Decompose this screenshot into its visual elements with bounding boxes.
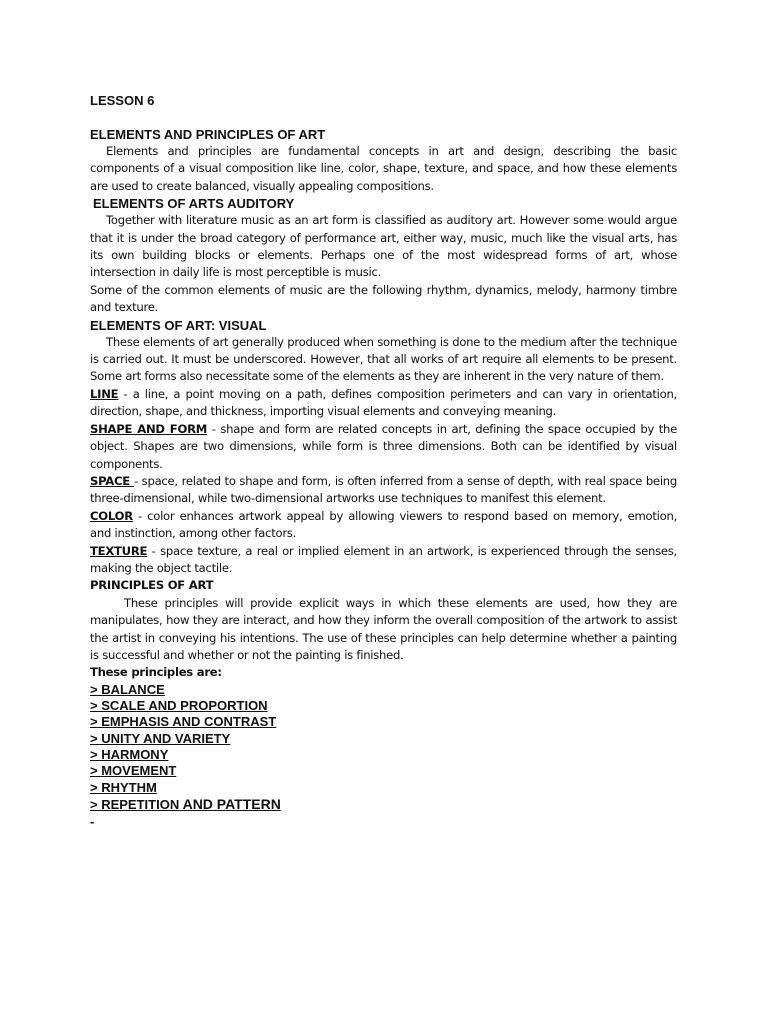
paragraph-principles: These principles will provide explicit ways in which these elements are used, how they are manipulates, how they are interact, and how they inform the overall composition of the artwork to assist the artist in conveying his intentions. The use of these principles can help determine whether a painting is successful and whether or not the painting is finished. — [90, 595, 677, 662]
paragraph-auditory: Together with literature music as an art form is classified as auditory art. However some would argue that it is under the broad category of performance art, either way, music, much like the visual arts, has its own building blocks or elements. Perhaps one of the most widespread forms of art, whose intersection in daily life is most perceptible is music. — [90, 213, 677, 280]
section-heading-auditory: ELEMENTS OF ARTS AUDITORY — [93, 196, 295, 212]
definition-texture-text: - space texture, a real or implied element in an artwork, is experienced through the senses, making the object tactile. — [90, 543, 677, 575]
list-item: > SCALE AND PROPORTION — [90, 698, 268, 714]
term-shape-form: SHAPE AND FORM — [90, 421, 208, 436]
list-item-part: AND PATTERN — [179, 795, 281, 812]
definition-shape-form — [90, 421, 677, 473]
list-item: > EMPHASIS AND CONTRAST — [90, 714, 277, 730]
principles-intro: These principles are: — [90, 665, 222, 680]
paragraph-music-elements: Some of the common elements of music are the following rhythm, dynamics, melody, harmony timbre and texture. — [90, 282, 677, 315]
paragraph-elements-principles: Elements and principles are fundamental concepts in art and design, describing the basic components of a visual composition like line, color, shape, texture, and space, and how these elements are used to create balanced, visually appealing compositions. — [90, 144, 677, 193]
list-item-part: > REPETITION — [90, 796, 180, 812]
definition-line-text: - a line, a point moving on a path, defines composition perimeters and can vary in orientation, direction, shape, and thickness, importing visual elements and conveying meaning. — [90, 386, 677, 419]
principles-list — [90, 682, 677, 813]
term-color: COLOR — [90, 508, 133, 523]
term-space: SPACE — [90, 473, 135, 488]
section-heading-visual: ELEMENTS OF ART: VISUAL — [90, 317, 267, 333]
list-item — [90, 796, 677, 813]
section-heading-elements-principles: ELEMENTS AND PRINCIPLES OF ART — [90, 127, 326, 142]
document-content — [90, 92, 677, 829]
definition-space-text: - space, related to shape and form, is often inferred from a sense of depth, with real space being three-dimensional, while two-dimensional artworks use techniques to manifest this element. — [90, 473, 677, 506]
definition-color — [90, 508, 677, 543]
list-item: > UNITY AND VARIETY — [90, 730, 231, 746]
trailing-mark: - — [90, 814, 95, 830]
list-item: > BALANCE — [90, 681, 165, 697]
definition-shape-form-text: - shape and form are related concepts in art, defining the space occupied by the object. Shapes are two dimensions, while form is three dimensions. Both can be identified by visual components. — [90, 421, 678, 471]
list-item: > HARMONY — [90, 746, 169, 762]
term-texture: TEXTURE — [90, 543, 148, 558]
section-heading-principles: PRINCIPLES OF ART — [90, 578, 214, 593]
definition-texture — [90, 543, 677, 578]
definition-line — [90, 386, 677, 421]
paragraph-visual: These elements of art generally produced when something is done to the medium after the technique is carried out. It must be underscored. However, that all works of art require all elements to be present. Some art forms also necessitate some of the elements as they are inherent in the very nature of them. — [90, 334, 677, 384]
lesson-heading: LESSON 6 — [90, 93, 155, 108]
definition-color-text: - color enhances artwork appeal by allowing viewers to respond based on memory, emotion, and instinction, among other factors. — [90, 508, 677, 541]
list-item: > MOVEMENT — [90, 763, 177, 779]
list-item: > RHYTHM — [90, 779, 157, 795]
term-line: LINE — [90, 386, 119, 401]
definition-space — [90, 473, 677, 508]
